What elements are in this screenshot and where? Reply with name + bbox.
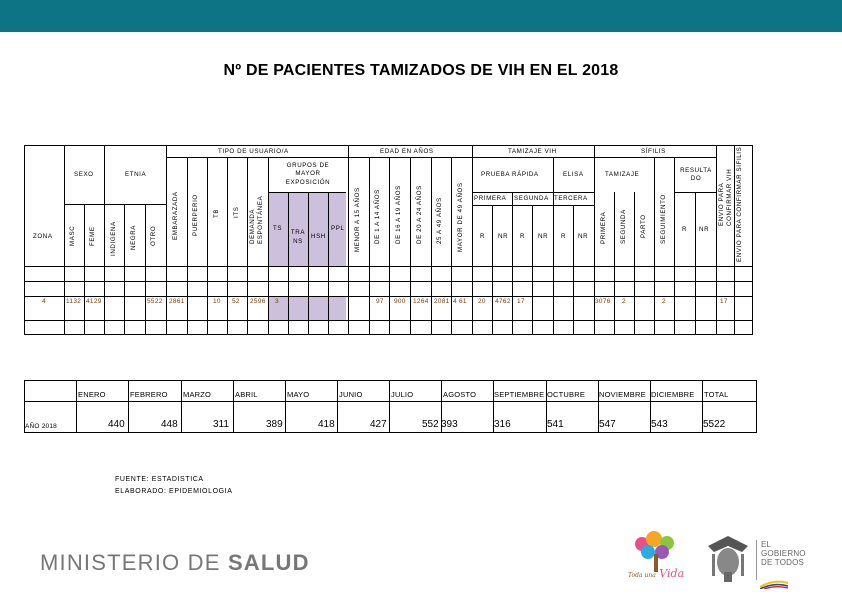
header-r: R bbox=[682, 226, 688, 233]
cell-feme: 4129 bbox=[86, 298, 102, 305]
header-demanda: DEMANDA ESPONTÁNEA bbox=[249, 195, 264, 244]
header-segunda: SEGUNDA bbox=[514, 195, 549, 202]
header-25-49: 25 A 49 AÑOS bbox=[436, 197, 443, 244]
cell-its: 52 bbox=[232, 298, 240, 305]
cell-1-14: 97 bbox=[376, 298, 384, 305]
mayor-exposicion-highlight-row bbox=[268, 296, 346, 320]
header-ts: TS bbox=[273, 225, 283, 232]
value-julio: 552 bbox=[422, 419, 439, 430]
header-nr: NR bbox=[699, 226, 710, 233]
header-16-19: DE 16 A 19 AÑOS bbox=[395, 185, 402, 244]
header-zona: ZONA bbox=[33, 233, 53, 240]
page-title: Nº DE PACIENTES TAMIZADOS DE VIH EN EL 2018 bbox=[223, 62, 619, 79]
value-mayo: 418 bbox=[318, 419, 335, 430]
header-r: R bbox=[561, 233, 567, 240]
fuente-note: FUENTE: ESTADISTICA bbox=[115, 476, 204, 483]
value-junio: 427 bbox=[370, 419, 387, 430]
header-sif-primera: PRIMERA bbox=[600, 211, 607, 244]
header-prueba-rapida: PRUEBA RÁPIDA bbox=[481, 171, 539, 178]
header-puerperio: PUERPERIO bbox=[192, 194, 199, 236]
cell-pr2-r: 17 bbox=[517, 298, 525, 305]
coat-of-arms-icon bbox=[704, 532, 752, 589]
header-20-24: DE 20 A 24 AÑOS bbox=[416, 185, 423, 244]
header-masc: MASC bbox=[69, 225, 76, 246]
month-junio: JUNIO bbox=[339, 390, 363, 399]
header-resultado: RESULTA DO bbox=[680, 167, 712, 183]
cell-sif-primera: 3076 bbox=[595, 298, 611, 305]
header-tercera: TERCERA bbox=[554, 195, 588, 202]
header-tipo-usuaria: TIPO DE USUARIO/A bbox=[218, 148, 289, 155]
ministerio-logo: MINISTERIO DE SALUD bbox=[40, 550, 310, 575]
header-sif-segunda: SEGUNDA bbox=[620, 209, 627, 244]
header-1-14: DE 1 A 14 AÑOS bbox=[374, 189, 381, 244]
header-trans: TRA NS bbox=[290, 229, 306, 246]
month-diciembre: DICIEMBRE bbox=[651, 390, 695, 399]
month-abril: ABRIL bbox=[235, 390, 258, 399]
value-total: 5522 bbox=[703, 419, 726, 430]
cell-seguimiento: 2 bbox=[662, 298, 666, 305]
header-hsh: HSH bbox=[311, 233, 326, 240]
value-diciembre: 543 bbox=[651, 419, 668, 430]
cell-25-49: 2081 bbox=[434, 298, 450, 305]
header-r: R bbox=[520, 233, 526, 240]
header-etnia: ETNIA bbox=[125, 171, 147, 178]
gobierno-line-2: GOBIERNO bbox=[761, 549, 806, 559]
logo-text-vida: Vida bbox=[659, 567, 685, 580]
header-menor15: MENOR A 15 AÑOS bbox=[354, 187, 361, 252]
header-otro: OTRO bbox=[150, 225, 157, 246]
month-marzo: MARZO bbox=[183, 390, 212, 399]
flag-stripes-icon bbox=[760, 576, 788, 594]
month-total: TOTAL bbox=[704, 390, 729, 399]
elaborado-note: ELABORADO: EPIDEMIOLOGIA bbox=[115, 488, 233, 495]
gobierno-de-todos-logo bbox=[761, 540, 806, 568]
month-agosto: AGOSTO bbox=[443, 390, 477, 399]
header-edad: EDAD EN AÑOS bbox=[380, 148, 434, 155]
month-febrero: FEBRERO bbox=[130, 390, 168, 399]
cell-sif-segunda: 2 bbox=[622, 298, 626, 305]
cell-20-24: 1264 bbox=[413, 298, 429, 305]
month-julio: JULIO bbox=[391, 390, 414, 399]
header-ppl: PPL bbox=[331, 225, 345, 232]
header-indigena: INDIGENA bbox=[110, 221, 117, 256]
value-abril: 389 bbox=[266, 419, 283, 430]
header-envio-sifilis: ENVIO PARA CONFIRMAR SIFILIS bbox=[736, 146, 743, 262]
header-nr: NR bbox=[578, 233, 589, 240]
value-octubre: 541 bbox=[547, 419, 564, 430]
cell-otro: 5522 bbox=[147, 298, 163, 305]
header-sifilis: SÍFILIS bbox=[641, 148, 666, 155]
header-tb: TB bbox=[213, 208, 220, 218]
value-septiembre: 316 bbox=[494, 419, 511, 430]
header-tamizaje: TAMIZAJE bbox=[605, 171, 640, 178]
header-feme: FEME bbox=[89, 226, 96, 246]
header-grupos: GRUPOS DE MAYOR EXPOSICIÓN bbox=[285, 162, 331, 186]
cell-demanda: 2596 bbox=[250, 298, 266, 305]
cell-mayor49: 4 61 bbox=[453, 298, 467, 305]
gobierno-line-1: EL bbox=[761, 540, 772, 549]
divider-line bbox=[756, 540, 757, 580]
value-marzo: 311 bbox=[213, 419, 229, 430]
month-octubre: OCTUBRE bbox=[547, 390, 586, 399]
value-febrero: 448 bbox=[161, 419, 178, 430]
cell-tb: 10 bbox=[213, 298, 221, 305]
cell-pr1-nr: 4762 bbox=[495, 298, 511, 305]
header-sexo: SEXO bbox=[74, 171, 94, 178]
value-agosto: 393 bbox=[441, 419, 458, 430]
month-septiembre: SEPTIEMBRE bbox=[494, 390, 545, 399]
header-negra: NEGRA bbox=[130, 224, 137, 250]
cell-ts: 3 bbox=[275, 298, 279, 305]
gobierno-line-3: DE TODOS bbox=[761, 558, 805, 568]
header-tamizaje-vih: TAMIZAJE VIH bbox=[508, 148, 557, 155]
value-noviembre: 547 bbox=[599, 419, 616, 430]
header-elisa: ELISA bbox=[563, 171, 584, 178]
cell-masc: 1132 bbox=[66, 298, 82, 305]
cell-16-19: 900 bbox=[394, 298, 406, 305]
header-its: ITS bbox=[233, 206, 240, 218]
month-noviembre: NOVIEMBRE bbox=[599, 390, 646, 399]
month-mayo: MAYO bbox=[287, 390, 310, 399]
top-banner bbox=[0, 0, 842, 32]
header-mayor49: MAYOR DE 49 AÑOS bbox=[457, 182, 464, 252]
toda-una-vida-logo bbox=[624, 530, 688, 586]
header-embarazada: EMBARAZADA bbox=[172, 191, 179, 240]
cell-pr1-r: 20 bbox=[478, 298, 486, 305]
logo-text-todo: Toda una bbox=[628, 572, 656, 579]
cell-zona: 4 bbox=[42, 298, 46, 305]
header-nr: NR bbox=[498, 233, 509, 240]
header-r: R bbox=[480, 233, 486, 240]
header-envio-vih: ENVIO PARA CONFIRMAR VIH bbox=[718, 168, 733, 226]
header-seguimiento: SEGUIMIENTO bbox=[660, 194, 667, 244]
year-label: AÑO 2018 bbox=[25, 423, 57, 430]
header-nr: NR bbox=[538, 233, 549, 240]
cell-envio: 17 bbox=[720, 298, 728, 305]
header-primera: PRIMERA bbox=[474, 195, 507, 202]
value-enero: 440 bbox=[108, 419, 125, 430]
month-enero: ENERO bbox=[78, 390, 106, 399]
cell-embarazada: 2861 bbox=[169, 298, 185, 305]
header-parto: PARTO bbox=[640, 214, 647, 238]
